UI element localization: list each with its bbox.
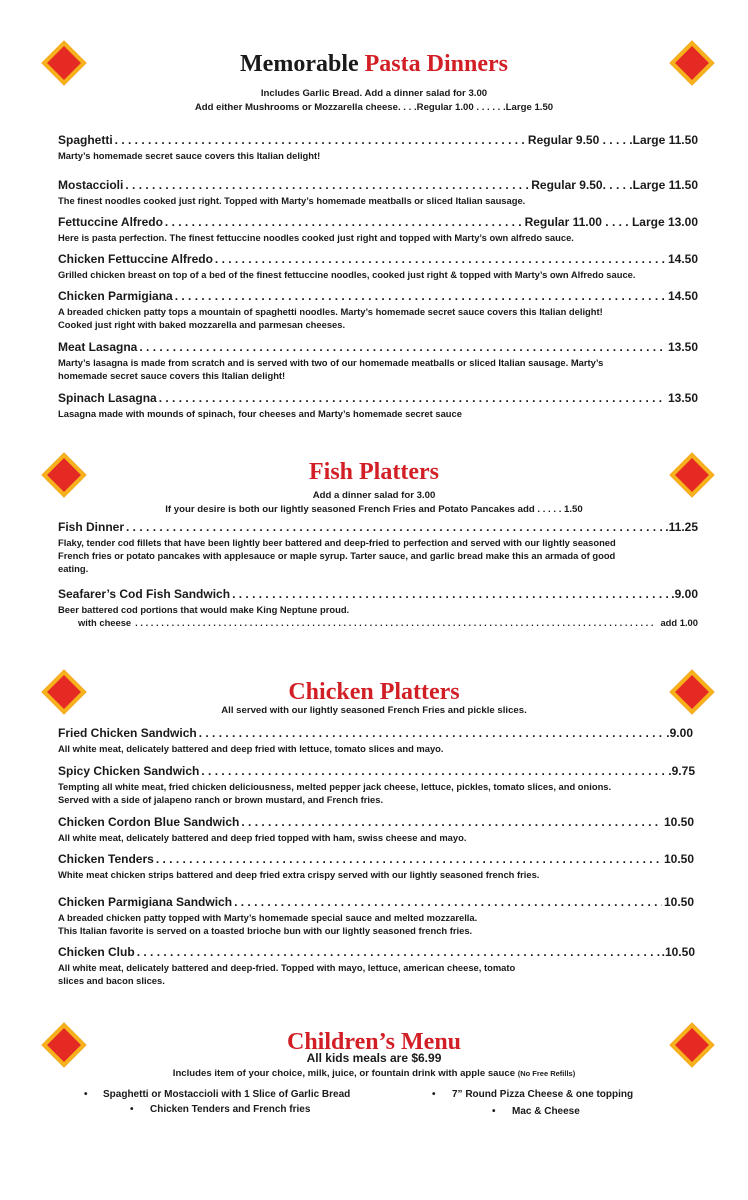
item-name: Spaghetti: [58, 133, 113, 147]
menu-item-fried-chicken-sandwich: [58, 726, 693, 755]
leader-dots: [165, 215, 523, 230]
item-name: Fettuccine Alfredo: [58, 215, 163, 229]
item-price: 10.50: [663, 895, 694, 909]
item-description-2: homemade secret sauce covers this Italian delight!: [58, 370, 286, 381]
item-name: Seafarer’s Cod Fish Sandwich: [58, 587, 231, 601]
leader-dots: [126, 520, 663, 535]
item-price: Regular 11.00 . . . . Large 13.00: [524, 215, 698, 229]
item-description: Here is pasta perfection. The finest fettuccine noodles cooked just right and topped with Marty’s own alfredo sauce.: [58, 232, 574, 243]
item-price: .10.50: [661, 945, 695, 959]
item-name: Fish Dinner: [58, 520, 125, 534]
pasta-note-1: Includes Garlic Bread. Add a dinner salad for 3.00: [260, 88, 488, 99]
chicken-note-1: All served with our lightly seasoned French Fries and pickle slices.: [221, 705, 527, 716]
item-description: Marty’s lasagna is made from scratch and is served with two of our homemade meatballs or sliced Italian sausage. Marty’s: [58, 357, 604, 368]
item-name: Chicken Club: [58, 945, 135, 959]
kids-note-text: Includes item of your choice, milk, juice, or fountain drink with apple sauce: [172, 1068, 516, 1079]
leader-dots: [215, 252, 666, 267]
item-description: Beer battered cod portions that would make King Neptune proud.: [58, 604, 350, 615]
item-description: A breaded chicken patty tops a mountain of spaghetti noodles. Marty’s homemade secret sauce covers this Italian delight!: [58, 306, 603, 317]
menu-item-cod-fish-sandwich: [58, 587, 698, 629]
leader-dots: [175, 289, 666, 304]
menu-item-fish-dinner: [58, 520, 698, 575]
item-name: Chicken Parmigiana: [58, 289, 173, 303]
item-description-2: Served with a side of jalapeno ranch or brown mustard, and French fries.: [58, 794, 384, 805]
leader-dots: [115, 133, 526, 148]
leader-dots: [241, 815, 662, 830]
item-price: .11.25: [665, 520, 698, 534]
item-description: Lasagna made with mounds of spinach, four cheeses and Marty’s homemade secret sauce: [58, 408, 462, 419]
menu-item-mostaccioli: [58, 178, 698, 207]
leader-dots: [156, 852, 662, 867]
pasta-title-red: Pasta Dinners: [364, 51, 508, 77]
fish-note-1: Add a dinner salad for 3.00: [312, 490, 436, 501]
kids-note-small: (No Free Refills): [517, 1069, 576, 1078]
pasta-note-2: Add either Mushrooms or Mozzarella cheese. . . .Regular 1.00 . . . . . .Large 1.50: [194, 102, 554, 113]
item-description-2: This Italian favorite is served on a toasted brioche bun with our lightly seasoned french fries.: [58, 925, 473, 936]
leader-dots: [199, 726, 665, 741]
item-description: All white meat, delicately battered and deep fried with lettuce, tomato slices and mayo.: [58, 743, 444, 754]
item-name: Meat Lasagna: [58, 340, 138, 354]
menu-item-meat-lasagna: [58, 340, 698, 382]
menu-item-chicken-tenders: [58, 852, 694, 881]
item-description-2: slices and bacon slices.: [58, 975, 165, 986]
item-price: .9.75: [668, 764, 695, 778]
pasta-title-black: Memorable: [240, 51, 359, 77]
item-name: Fried Chicken Sandwich: [58, 726, 197, 740]
fish-section-title: Fish Platters: [309, 459, 439, 485]
item-description: Grilled chicken breast on top of a bed of the finest fettuccine noodles, cooked just right & topped with Marty’s own Alfredo sauce.: [58, 269, 636, 280]
item-name: Chicken Parmigiana Sandwich: [58, 895, 233, 909]
menu-item-spaghetti: [58, 133, 698, 162]
item-price: 14.50: [667, 252, 698, 266]
item-price: .9.00: [666, 726, 693, 740]
kids-note: [0, 1067, 748, 1080]
item-description: Tempting all white meat, fried chicken deliciousness, melted pepper jack cheese, lettuce, pickles, tomato slices, and onions.: [58, 781, 612, 792]
leader-dots: [137, 945, 660, 960]
menu-item-fettuccine-alfredo: [58, 215, 698, 244]
leader-dots: [125, 178, 529, 193]
chicken-section-title: Chicken Platters: [288, 679, 460, 705]
item-price: 10.50: [663, 852, 694, 866]
menu-item-chicken-club: [58, 945, 695, 987]
menu-item-chicken-fettuccine-alfredo: [58, 252, 698, 281]
bullet-icon: •: [84, 1089, 88, 1100]
addon-name: with cheese: [78, 617, 132, 628]
bullet-icon: •: [492, 1106, 496, 1117]
kids-item-chicken-tenders: Chicken Tenders and French fries: [150, 1104, 311, 1115]
item-description-2: French fries or potato pancakes with applesauce or maple syrup. Tarter sauce, and garlic bread make this an armada of good: [58, 550, 616, 561]
leader-dots: [201, 764, 666, 779]
addon-price: add 1.00: [660, 617, 698, 628]
leader-dots: [159, 391, 666, 406]
leader-dots: [232, 587, 669, 602]
item-name: Chicken Fettuccine Alfredo: [58, 252, 213, 266]
leader-dots: [139, 340, 666, 355]
item-name: Spinach Lasagna: [58, 391, 157, 405]
menu-item-spinach-lasagna: [58, 391, 698, 420]
kids-price-line: All kids meals are $6.99: [306, 1051, 442, 1065]
kids-section-title: Children’s Menu: [286, 1029, 462, 1055]
pasta-section-title: [0, 50, 748, 78]
item-name: Spicy Chicken Sandwich: [58, 764, 200, 778]
item-description-3: eating.: [58, 563, 89, 574]
leader-dots: [135, 616, 656, 629]
fish-note-2: If your desire is both our lightly seasoned French Fries and Potato Pancakes add . . . . . 1.50: [165, 504, 583, 515]
bullet-icon: •: [432, 1089, 436, 1100]
item-price: 14.50: [667, 289, 698, 303]
item-description: All white meat, delicately battered and deep fried topped with ham, swiss cheese and mayo.: [58, 832, 467, 843]
kids-item-mac-cheese: Mac & Cheese: [512, 1106, 580, 1117]
item-description-2: Cooked just right with baked mozzarella and parmesan cheeses.: [58, 319, 346, 330]
addon-line: [78, 616, 698, 629]
item-price: .9.00: [671, 587, 698, 601]
item-description: All white meat, delicately battered and deep-fried. Topped with mayo, lettuce, american cheese, tomato: [58, 962, 516, 973]
item-description: A breaded chicken patty topped with Marty’s homemade special sauce and melted mozzarella.: [58, 912, 478, 923]
leader-dots: [234, 895, 662, 910]
item-description: The finest noodles cooked just right. Topped with Marty’s homemade meatballs or sliced Italian sausage.: [58, 195, 526, 206]
item-description: Flaky, tender cod fillets that have been lightly beer battered and deep-fried to perfection and served with our lightly seasoned: [58, 537, 616, 548]
item-name: Chicken Cordon Blue Sandwich: [58, 815, 240, 829]
item-price: Regular 9.50 . . . . .Large 11.50: [527, 133, 698, 147]
menu-item-spicy-chicken-sandwich: [58, 764, 695, 806]
bullet-icon: •: [130, 1104, 134, 1115]
item-description: White meat chicken strips battered and deep fried extra crispy served with our lightly seasoned french fries.: [58, 869, 540, 880]
kids-item-pizza: 7” Round Pizza Cheese & one topping: [452, 1089, 634, 1100]
item-name: Mostaccioli: [58, 178, 124, 192]
item-price: 10.50: [663, 815, 694, 829]
item-description: Marty’s homemade secret sauce covers this Italian delight!: [58, 150, 321, 161]
item-price: 13.50: [667, 391, 698, 405]
menu-item-chicken-parmigiana: [58, 289, 698, 331]
menu-item-chicken-cordon-blue-sandwich: [58, 815, 694, 844]
kids-item-spaghetti: Spaghetti or Mostaccioli with 1 Slice of Garlic Bread: [103, 1089, 351, 1100]
menu-item-chicken-parmigiana-sandwich: [58, 895, 694, 937]
item-price: Regular 9.50. . . . .Large 11.50: [531, 178, 698, 192]
item-name: Chicken Tenders: [58, 852, 154, 866]
item-price: 13.50: [667, 340, 698, 354]
